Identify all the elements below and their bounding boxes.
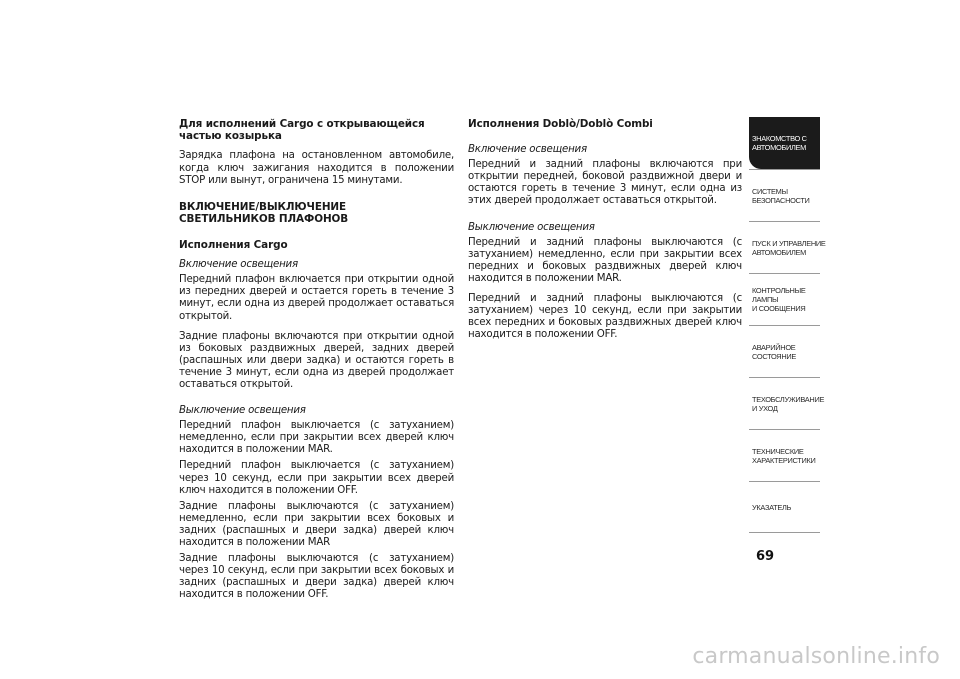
tab-label-line2: И УХОД [752, 404, 778, 413]
paragraph-rear-on: Задние плафоны включаются при открытии одной из боковых раздвижных дверей, задних дверей (распашных или двери задка) и остаются гореть в течение 3 минут, если одна из дверей продолжает оставаться открытой. [179, 330, 454, 391]
paragraph-doblo-on: Передний и задний плафоны включаются при открытии передней, боковой раздвижной двери и остаются гореть в течение 3 минут, если одна из этих дверей продолжает оставаться открытой. [468, 159, 742, 207]
tab-label-line1: ТЕХНИЧЕСКИЕ [752, 447, 804, 456]
tab-label-line1: ПУСК И УПРАВЛЕНИЕ [752, 239, 826, 248]
watermark: carmanualsonline.info [692, 644, 940, 669]
right-column [468, 118, 742, 349]
chapter-tabs [749, 117, 826, 533]
subheading-lighting-off: Выключение освещения [468, 221, 595, 233]
tab-label-line1: ТЕХОБСЛУЖИВАНИЕ [752, 395, 825, 404]
tab-warning-lights[interactable] [749, 273, 820, 325]
section-heading-line2: СВЕТИЛЬНИКОВ ПЛАФОНОВ [179, 212, 349, 225]
tab-label-line1: УКАЗАТЕЛЬ [752, 503, 792, 512]
paragraph-front-off-off: Передний плафон выключается (с затуханием) через 10 секунд, если при закрытии всех дверей ключ находится в положении OFF. [179, 460, 454, 496]
paragraph-front-off-mar: Передний плафон выключается (с затуханием) немедленно, если при закрытии всех дверей ключ находится в положении MAR. [179, 420, 454, 456]
heading-cargo: Исполнения Cargo [179, 239, 288, 252]
left-column [179, 118, 454, 609]
tab-getting-to-know-vehicle[interactable] [749, 117, 820, 169]
paragraph-charge-limit: Зарядка плафона на остановленном автомобиле, когда ключ зажигания находится в положении STOP или вынут, ограничена 15 минутами. [179, 150, 454, 186]
tab-safety-systems[interactable] [749, 169, 820, 221]
tab-label-line1: ЗНАКОМСТВО С [752, 134, 807, 143]
subheading-lighting-on: Включение освещения [468, 144, 587, 156]
paragraph-rear-off-off: Задние плафоны выключаются (с затуханием) через 10 секунд, если при закрытии всех боковых и задних (распашных и двери задка) дверей ключ находится в положении OFF. [179, 553, 454, 601]
tab-maintenance-and-care[interactable] [749, 377, 825, 429]
tab-label-line2: СОСТОЯНИЕ [752, 352, 796, 361]
tab-label-line1: КОНТРОЛЬНЫЕ [752, 286, 806, 295]
tab-technical-specifications[interactable] [749, 429, 820, 481]
heading-cargo-door: Для исполнений Cargo с открывающейся частью козырька [179, 118, 425, 143]
tab-label-line2: ХАРАКТЕРИСТИКИ [752, 456, 816, 465]
section-heading [179, 201, 454, 225]
tab-starting-and-driving[interactable] [749, 221, 826, 273]
paragraph-front-on: Передний плафон включается при открытии одной из передних дверей и остается гореть в течение 3 минут, если одна из дверей продолжает оставаться открытой. [179, 274, 454, 322]
subheading-lighting-on: Включение освещения [179, 259, 298, 271]
heading-doblo: Исполнения Doblò/Doblò Combi [468, 118, 653, 130]
tab-label-line3: И СООБЩЕНИЯ [752, 304, 806, 313]
tab-label-line2: АВТОМОБИЛЕМ [752, 143, 806, 152]
paragraph-doblo-off-off: Передний и задний плафоны выключаются (с затуханием) через 10 секунд, если при закрытии всех передних и боковых раздвижных дверей ключ находится в положении OFF. [468, 292, 742, 341]
tab-label-line2: ЛАМПЫ [752, 295, 779, 304]
section-heading-line1: ВКЛЮЧЕНИЕ/ВЫКЛЮЧЕНИЕ [179, 200, 347, 213]
tab-label-line2: БЕЗОПАСНОСТИ [752, 196, 810, 205]
paragraph-doblo-off-mar: Передний и задний плафоны выключаются (с затуханием) немедленно, если при закрытии всех передних и боковых раздвижных дверей ключ находится в положении MAR. [468, 236, 742, 284]
tab-label-line1: СИСТЕМЫ [752, 187, 788, 196]
tab-label-line1: АВАРИЙНОЕ [752, 343, 796, 352]
tab-index[interactable] [749, 481, 820, 533]
subheading-lighting-off: Выключение освещения [179, 405, 306, 417]
page-number: 69 [756, 549, 775, 564]
paragraph-rear-off-mar: Задние плафоны выключаются (с затуханием) немедленно, если при закрытии всех боковых и задних (распашных и двери задка) дверей ключ находится в положении MAR [179, 500, 454, 548]
tab-emergency[interactable] [749, 325, 820, 377]
tab-label-line2: АВТОМОБИЛЕМ [752, 248, 806, 257]
